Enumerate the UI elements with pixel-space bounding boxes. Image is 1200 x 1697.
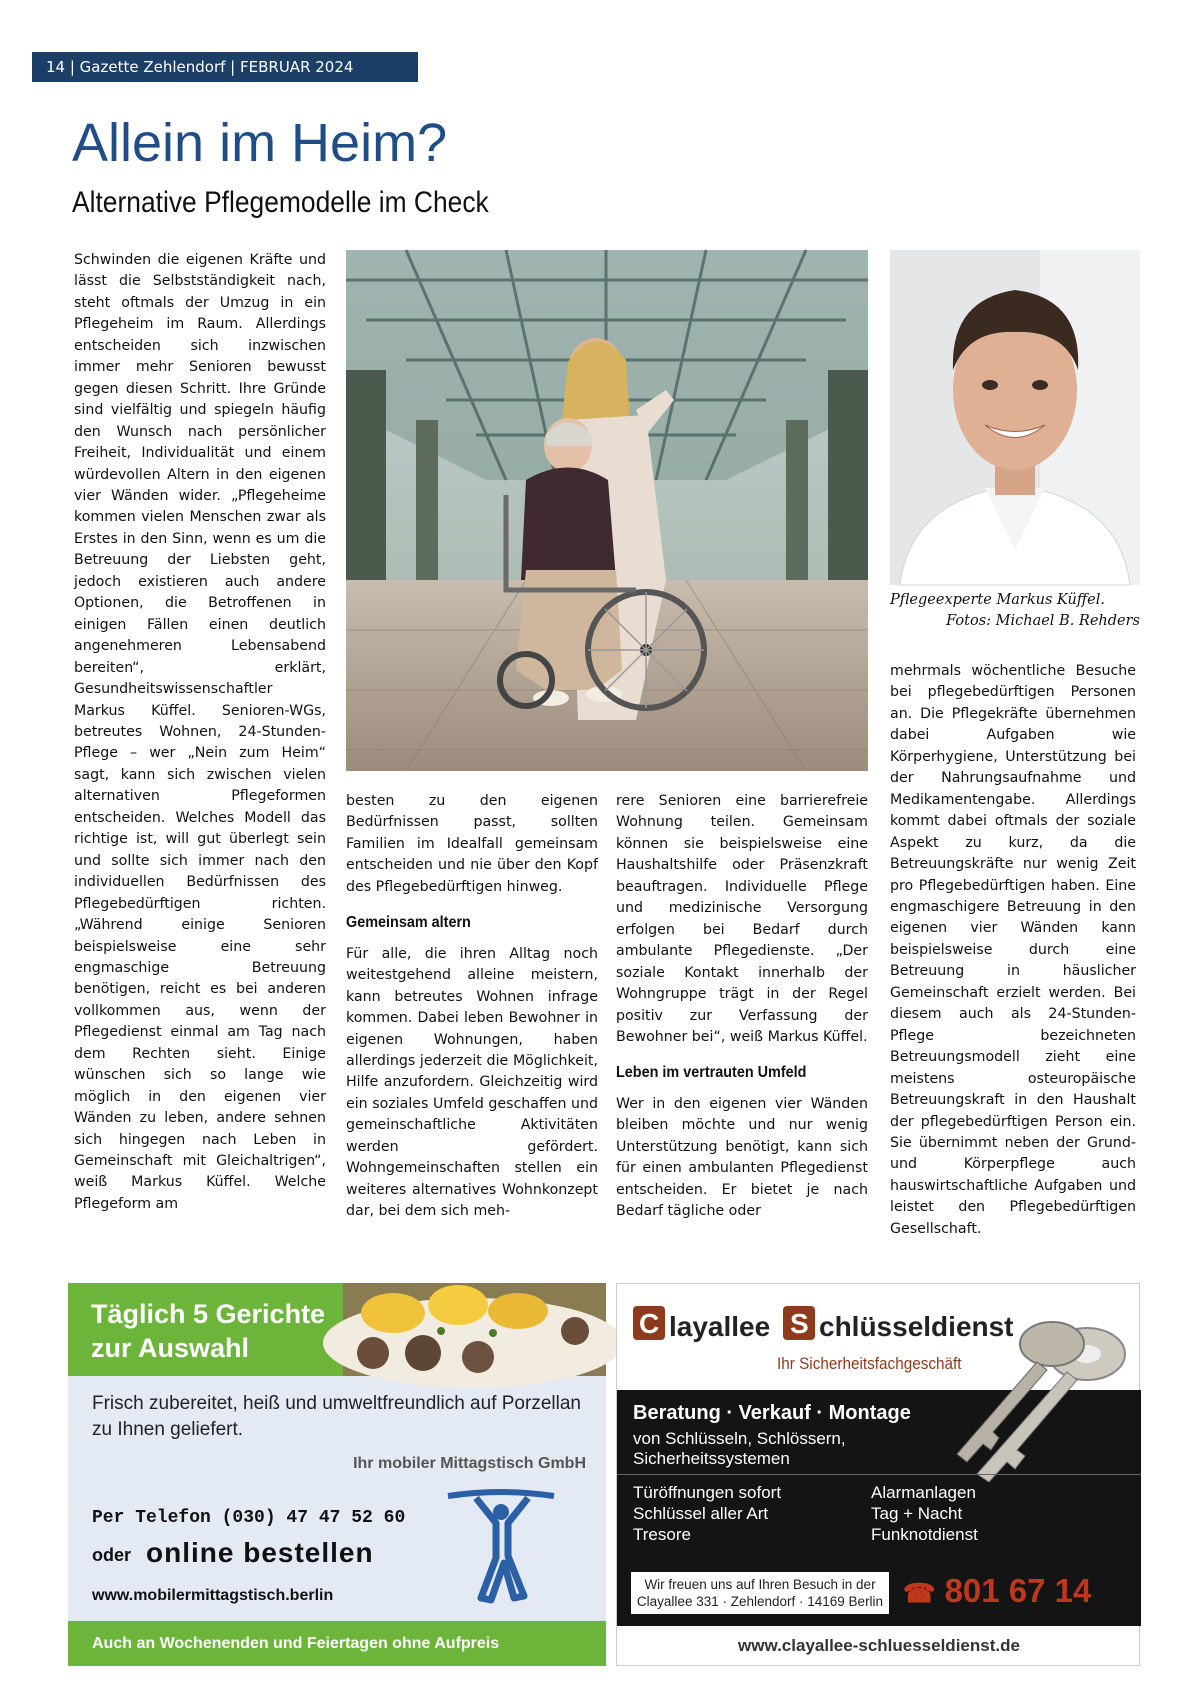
paragraph: Für alle, die ihren Alltag noch weitestgehend alleine meistern, kann betreutes Wohnen infrage kommen. Dabei leben Bewohner in eigenen Wohnungen, haben allerdings jederzeit die Möglichkeit, Hilfe anzufordern. Gleichzeitig wird ein soziales Umfeld geschaffen und gemeinschaftliche Aktivitäten werden gefördert. Wohngemeinschaften stellen ein weiteres alternatives Wohnkonzept dar, bei dem sich meh-: [346, 945, 598, 1220]
address-line: Clayallee 331 · Zehlendorf · 14169 Berlin: [636, 1594, 884, 1609]
ad-address: [631, 1572, 889, 1614]
visit-line: Wir freuen uns auf Ihren Besuch in der: [644, 1577, 876, 1592]
ad-telephone[interactable]: [903, 1572, 1091, 1610]
list-item: Schlüssel aller Art: [633, 1504, 769, 1523]
divider: [617, 1474, 1141, 1475]
keys-icon: [937, 1314, 1137, 1489]
food-photo: [343, 1283, 606, 1376]
phone-icon: ☎: [903, 1578, 936, 1608]
article-column-1: [74, 250, 326, 1215]
portrait-photo: [890, 250, 1140, 585]
article-column-3: [616, 791, 868, 1223]
services-list-2: [871, 1482, 978, 1545]
ad-website[interactable]: www.clayallee-schluesseldienst.de: [738, 1636, 1020, 1655]
svg-text:layallee: layallee: [669, 1311, 771, 1342]
photo-caption: [890, 590, 1140, 632]
caption-name: Pflegeexperte Markus Küffel.: [890, 592, 1105, 608]
article-column-4: [890, 661, 1136, 1240]
paragraph: besten zu den eigenen Bedürfnissen passt, sollten Familien im Idealfall gemeinsam entscheiden und nie über den Kopf des Pflegebedürftigen hinweg.: [346, 793, 598, 895]
wheelchair-photo: [346, 250, 868, 771]
article-subtitle: Alternative Pflegemodelle im Check: [72, 186, 489, 219]
list-item: Tresore: [633, 1525, 691, 1544]
mittagstisch-ad[interactable]: [68, 1283, 606, 1666]
paragraph: rere Senioren eine barrierefreie Wohnung teilen. Gemeinsam können sie beispielsweise eine Haushaltshilfe oder Präsenzkraft beauftragen. Individuelle Pflege und medizinische Versorgung erfolgen bei Bedarf durch ambulante Pflegedienste. „Der soziale Kontakt innerhalb der Wohngruppe trägt in der Regel positiv zur Verfassung der Bewohner bei“, weiß Markus Küffel.: [616, 793, 868, 1045]
ad-subheadline: von Schlüsseln, Schlössern, Sicherheitssystemen: [633, 1429, 846, 1468]
ad-brand: Ihr mobiler Mittagstisch GmbH: [353, 1455, 586, 1472]
svg-text:S: S: [790, 1308, 809, 1339]
article-title: Allein im Heim?: [72, 113, 448, 173]
ad-tagline: Ihr Sicherheitsfachgeschäft: [777, 1354, 962, 1373]
paragraph: Schwinden die eigenen Kräfte und lässt die Selbstständigkeit nach, steht oftmals der Umzug in ein Pflegeheim im Raum. Allerdings entscheiden sich inzwischen immer mehr Senioren bewusst gegen diesen Schritt. Ihre Gründe sind vielfältig und spiegeln häufig den Wunsch nach persönlicher Freiheit, Individualität und einem würdevollen Altern in den eigenen vier Wänden wider. „Pflegeheime kommen vielen Menschen zwar als Erstes in den Sinn, wenn es um die Betreuung der Liebsten geht, jedoch existieren auch andere Optionen, die Betroffenen in einigen Fällen einen deutlich angenehmeren Lebensabend bereiten“, erklärt, Gesundheitswissenschaftler Markus Küffel. Senioren-WGs, betreutes Wohnen, 24-Stunden-Pflege – wer „Nein zum Heim“ sagt, kann sich zwischen vielen alternativen Pflegeformen entscheiden. Welches Modell das richtige ist, will gut überlegt sein und sollte sich immer nach den individuellen Bedürfnissen des Pflegebedürftigen richten. „Während einige Senioren beispielsweise eine sehr engmaschige Betreuung benötigen, reicht es bei anderen vollkommen aus, wenn der Pflegedienst einmal am Tag nach dem Rechten sieht. Einige wünschen sich so lange wie möglich in den eigenen vier Wänden zu leben, andere sehnen sich hingegen nach Leben in Gemeinschaft mit Gleichaltrigen“, weiß Markus Küffel. Welche Pflegeform am: [74, 252, 326, 1212]
waiter-icon: [446, 1488, 556, 1608]
section-heading: Gemeinsam altern: [346, 914, 471, 932]
ad-phone[interactable]: Per Telefon (030) 47 47 52 60: [92, 1508, 406, 1528]
caption-credit: Fotos: Michael B. Rehders: [946, 613, 1140, 629]
services-list-1: [633, 1482, 781, 1545]
paragraph: Wer in den eigenen vier Wänden bleiben möchte und nur wenig Unterstützung benötigt, kann sich für einen ambulanten Pflegedienst entscheiden. Er bietet je nach Bedarf tägliche oder: [616, 1095, 868, 1220]
section-heading: Leben im vertrauten Umfeld: [616, 1064, 807, 1082]
paragraph: mehrmals wöchentliche Besuche bei pflegebedürftigen Personen an. Die Pflegekräfte übernehmen dabei Aufgaben wie Körperhygiene, Unterstützung bei der Nahrungsaufnahme und Medikamentengabe. Allerdings kommt dabei oftmals der soziale Aspekt zu kurz, da die Betreuungskräfte nur wenig Zeit pro Pflegebedürftigen haben. Eine engmaschigere Betreuung in den eigenen vier Wänden kann beispielsweise durch eine Betreuung in häuslicher Gemeinschaft erzielt werden. Bei diesem auch als 24-Stunden-Pflege bezeichneten Betreuungsmodell zieht eine meistens osteuropäische Betreuungskraft in den Haushalt der pflegebedürftigen Person ein. Sie übernimmt neben der Grund- und Körperpflege auch hauswirtschaftliche Aufgaben und leistet den Pflegebedürftigen Gesellschaft.: [890, 663, 1136, 1237]
list-item: Türöffnungen sofort: [633, 1483, 782, 1502]
ad-online-order[interactable]: online bestellen: [146, 1537, 374, 1568]
phone-number[interactable]: 801 67 14: [944, 1572, 1092, 1609]
ad-url[interactable]: www.mobilermittagstisch.berlin: [92, 1587, 334, 1604]
company-logo: [633, 1306, 1014, 1342]
ad-description: Frisch zubereitet, heiß und umweltfreundlich auf Porzellan zu Ihnen geliefert.: [92, 1393, 581, 1440]
ad-footer: Auch an Wochenenden und Feiertagen ohne Aufpreis: [68, 1621, 606, 1666]
ad-oder: oder: [92, 1545, 132, 1565]
svg-text:C: C: [639, 1308, 660, 1339]
list-item: Alarmanlagen: [871, 1483, 976, 1502]
schluesseldienst-ad[interactable]: [616, 1283, 1140, 1666]
issue-header: 14 | Gazette Zehlendorf | FEBRUAR 2024: [32, 52, 418, 82]
article-column-2: [346, 791, 598, 1223]
ad-headline: Beratung · Verkauf · Montage: [633, 1402, 911, 1424]
svg-text:chlüsseldienst: chlüsseldienst: [819, 1311, 1014, 1342]
ad-banner-text: Täglich 5 Gerichte zur Auswahl: [91, 1299, 326, 1363]
ad-banner: [68, 1283, 343, 1376]
list-item: Funknotdienst: [871, 1525, 978, 1544]
list-item: Tag + Nacht: [871, 1504, 963, 1523]
